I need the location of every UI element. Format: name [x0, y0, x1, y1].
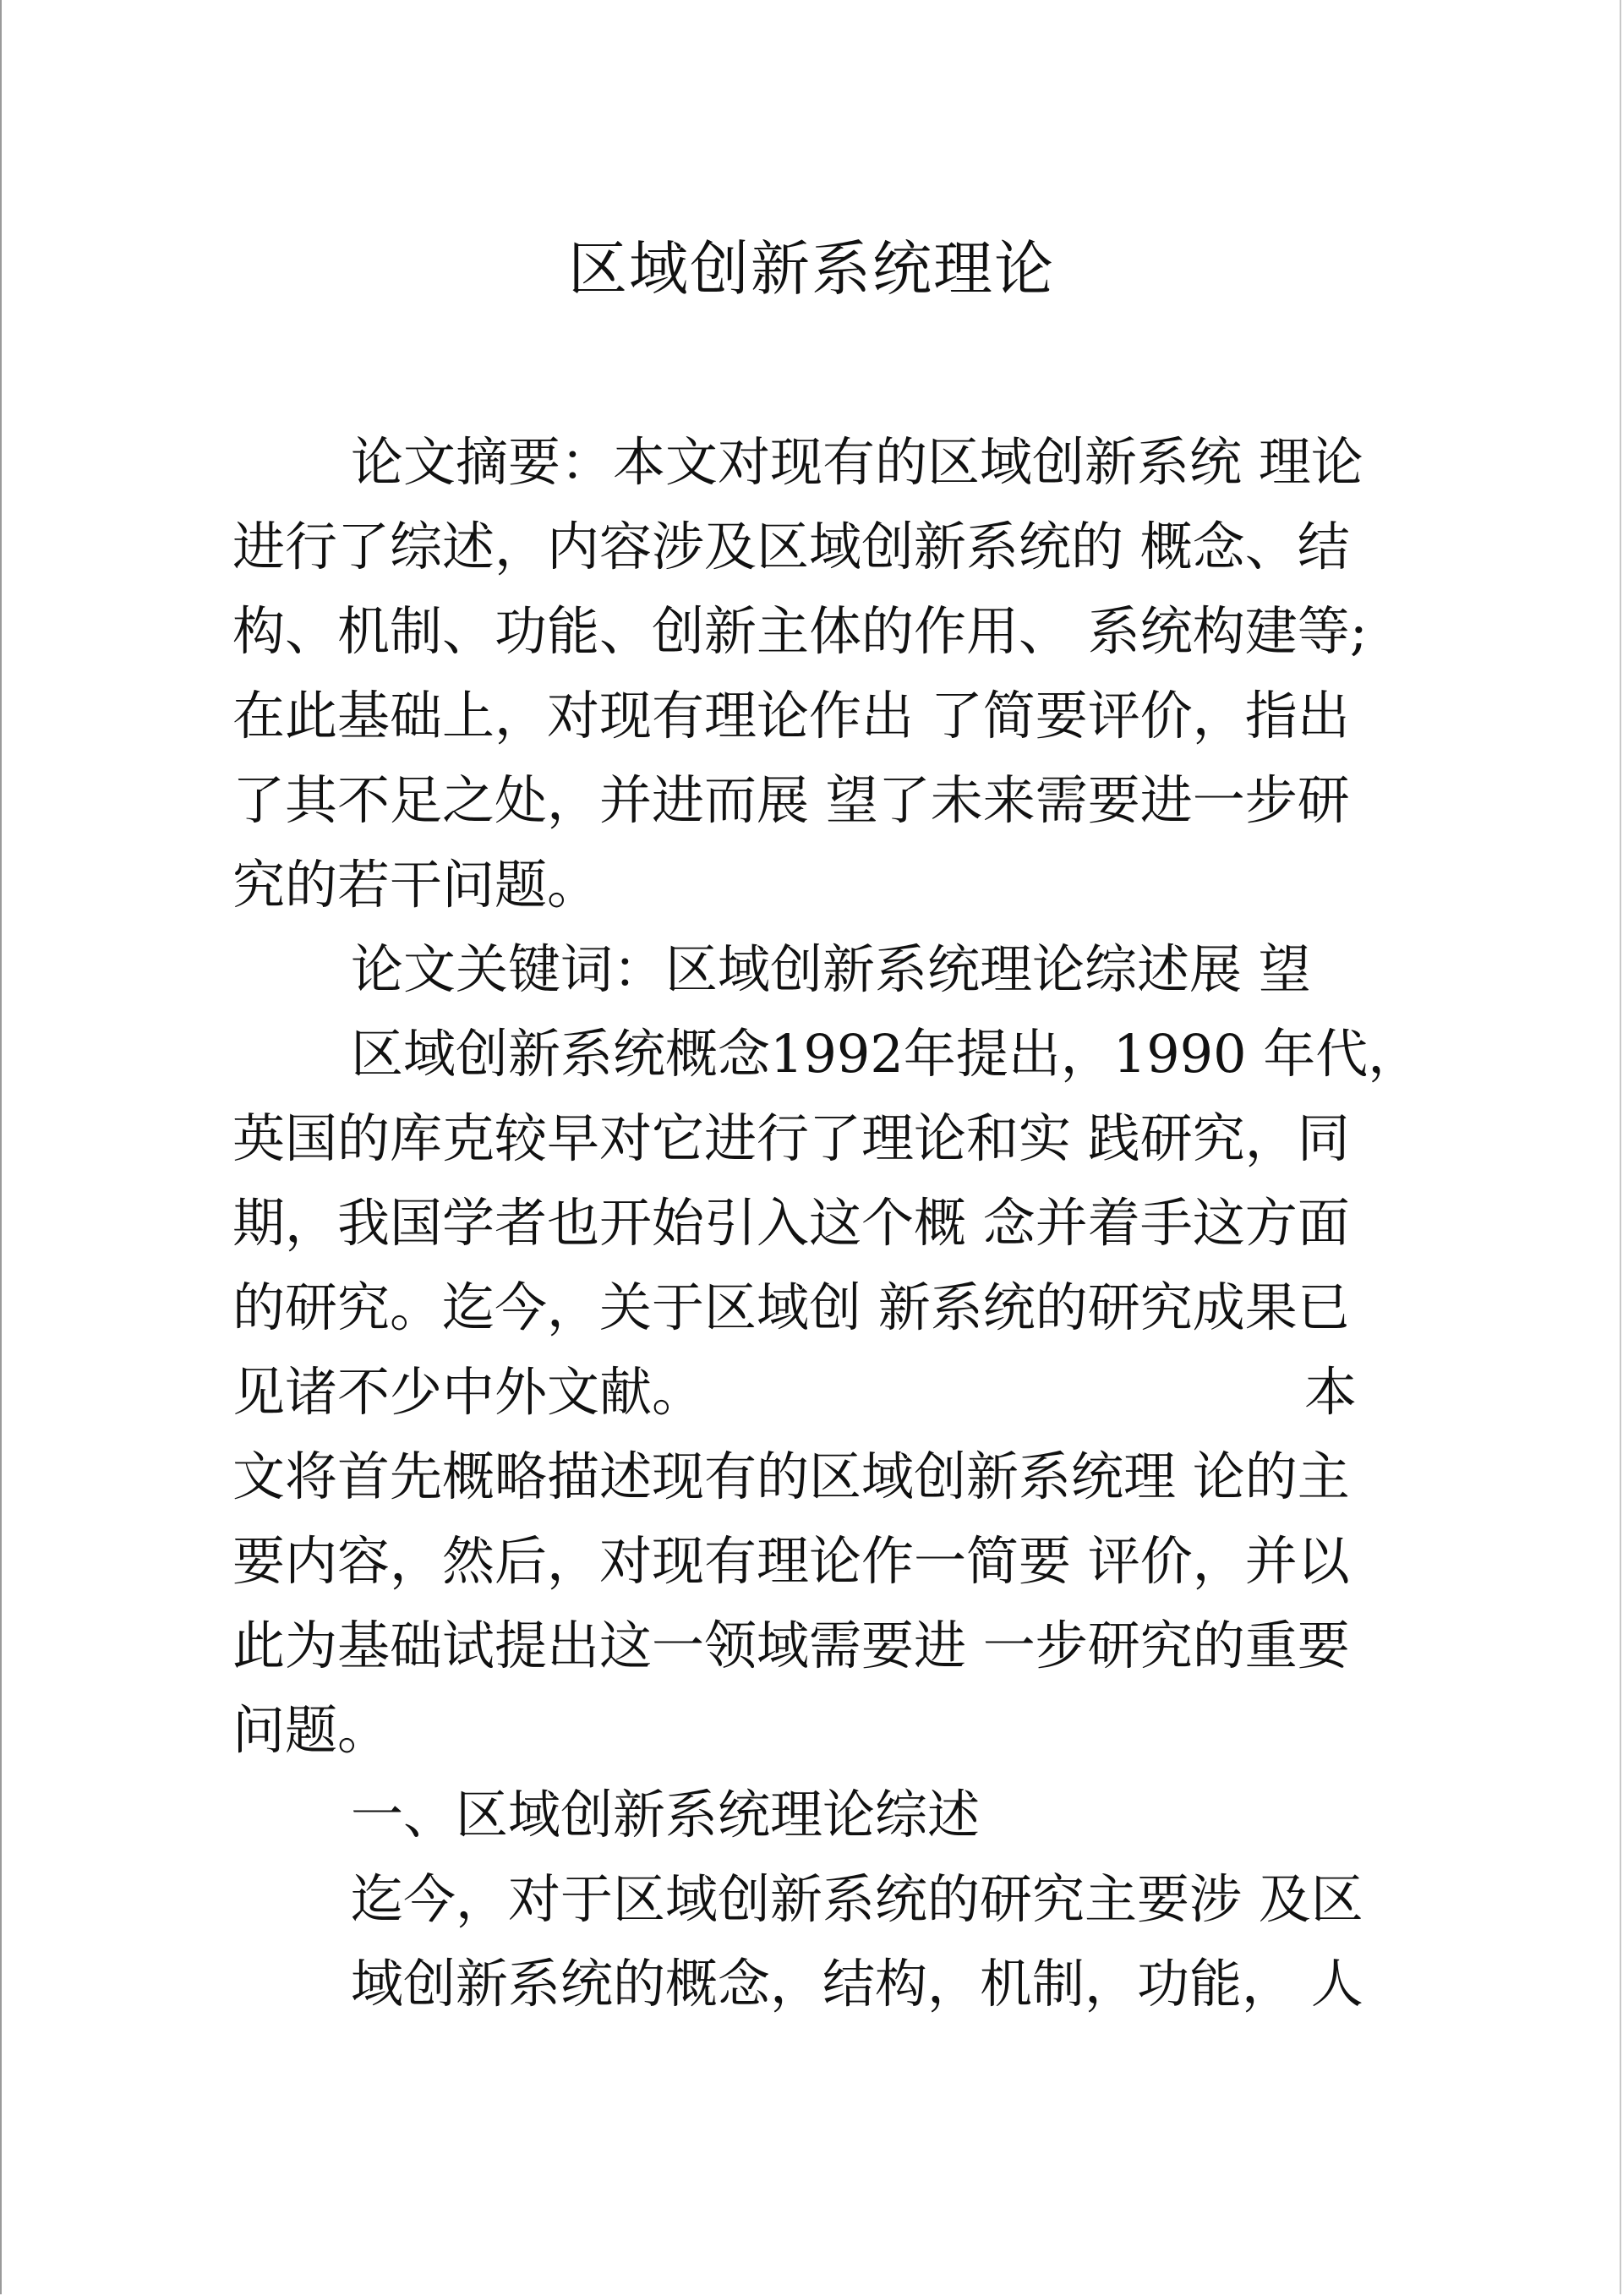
intro-line-7: 要内容，然后，对现有理论作一简要 评价，并以	[232, 1530, 1350, 1592]
intro-line-4: 的研究。迄今，关于区域创 新系统的研究成果已	[232, 1276, 1350, 1338]
abstract-line-1: 论文摘要：本文对现有的区域创新系统 理论	[351, 431, 1363, 493]
intro-line-5-trailing: 本	[1303, 1361, 1357, 1423]
intro-line-5	[232, 1350, 1391, 1435]
abstract-line-3: 构、机制、功能、创新主体的作用、 系统构建等;	[232, 600, 1368, 662]
section-line-1: 迄今，对于区域创新系统的研究主要涉 及区	[351, 1868, 1363, 1930]
abstract-line-6: 究的若干问题。	[232, 854, 600, 916]
keywords-line: 论文关键词：区域创新系统理论综述展 望	[351, 938, 1311, 1000]
intro-line-5-text: 见诸不少中外文献。	[232, 1361, 705, 1423]
intro-line-2: 英国的库克较早对它进行了理论和实 践研究，同	[232, 1107, 1350, 1169]
intro-line-8: 此为基础试提出这一领域需要进 一步研究的重要	[232, 1615, 1350, 1676]
document-body	[232, 420, 1421, 2026]
section-line-2: 域创新系统的概念，结构，机制，功能， 人	[351, 1953, 1363, 2014]
abstract-line-5: 了其不足之处，并进而展 望了未来需要进一步研	[232, 769, 1350, 831]
intro-line-6: 文将首先概略描述现有的区域创新系统理 论的主	[232, 1446, 1350, 1507]
section-heading: 一、区域创新系统理论综述	[351, 1784, 981, 1845]
abstract-line-2: 进行了综述，内容涉及区域创新系统的 概念、结	[232, 516, 1350, 577]
abstract-line-4: 在此基础上，对现有理论作出 了简要评价，指出	[232, 685, 1350, 746]
document-title: 区域创新系统理论	[568, 234, 1055, 303]
intro-line-9: 问题。	[232, 1699, 391, 1761]
intro-line-1: 区域创新系统概念1992年提出，1990 年代，	[351, 1023, 1421, 1085]
intro-line-3: 期，我国学者也开始引入这个概 念并着手这方面	[232, 1192, 1350, 1254]
